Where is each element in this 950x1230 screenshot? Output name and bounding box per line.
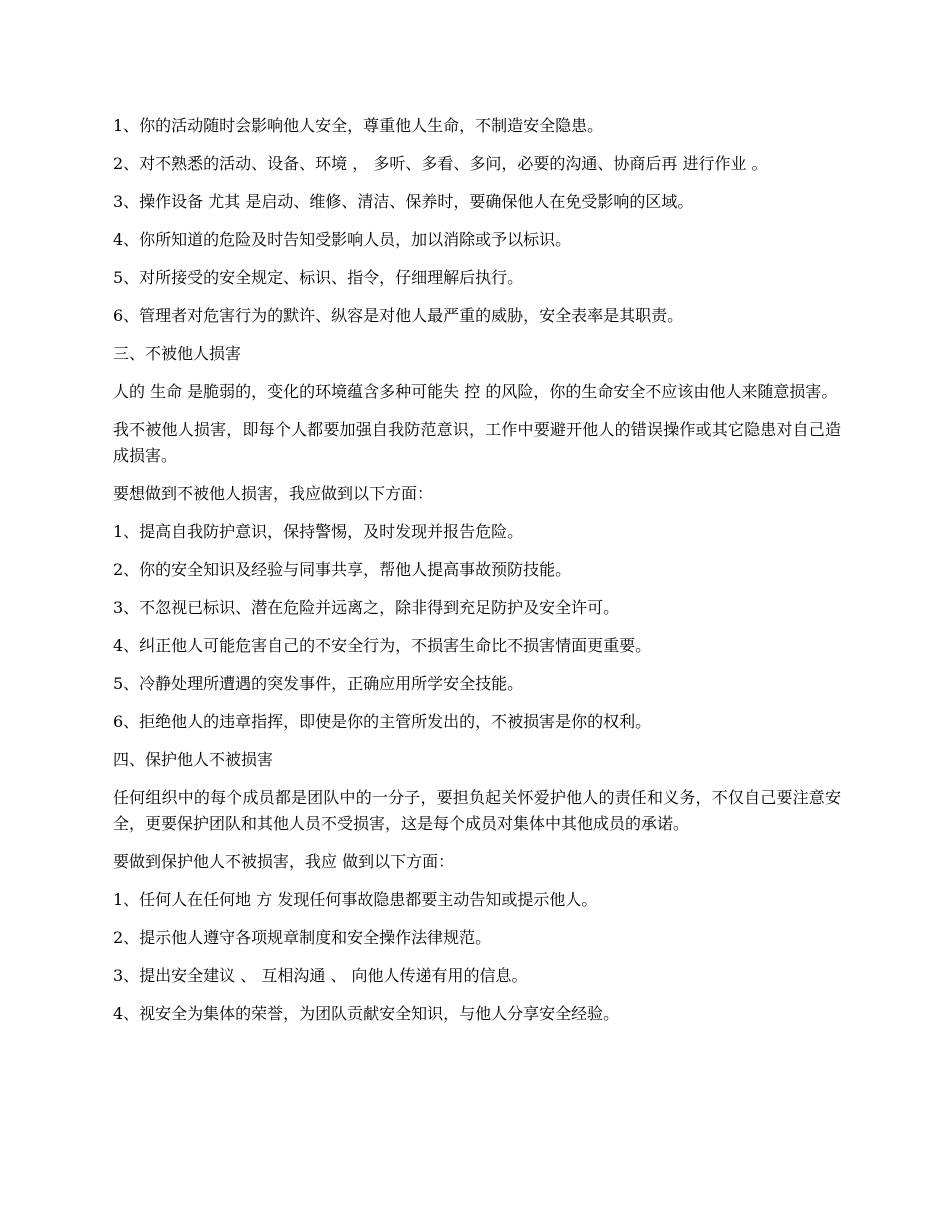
list-item: 4、你所知道的危险及时告知受影响人员，加以消除或予以标识。 — [113, 230, 572, 249]
paragraph: 要做到保护他人不被损害，我应 做到以下方面： — [113, 852, 455, 871]
list-item: 2、对不熟悉的活动、设备、环境 ， 多听、多看、多问，必要的沟通、协商后再 进行作业 。 — [113, 154, 768, 173]
list-item: 3、提出安全建议 、 互相沟通 、 向他人传递有用的信息。 — [113, 966, 528, 985]
paragraph: 我不被他人损害，即每个人都要加强自我防范意识，工作中要避开他人的错误操作或其它隐患对自己造成损害。 — [113, 420, 841, 465]
list-item: 3、不忽视已标识、潜在危险并远离之，除非得到充足防护及安全许可。 — [113, 598, 620, 617]
section-heading: 四、保护他人不被损害 — [113, 750, 274, 769]
list-item: 1、任何人在任何地 方 发现任何事故隐患都要主动告知或提示他人。 — [113, 890, 598, 909]
list-item: 3、操作设备 尤其 是启动、维修、清洁、保养时，要确保他人在免受影响的区域。 — [113, 192, 694, 211]
list-item: 1、提高自我防护意识，保持警惕，及时发现并报告危险。 — [113, 522, 524, 541]
list-item: 2、你的安全知识及经验与同事共享，帮他人提高事故预防技能。 — [113, 560, 572, 579]
list-item: 6、管理者对危害行为的默许、纵容是对他人最严重的威胁，安全表率是其职责。 — [113, 306, 684, 325]
paragraph: 要想做到不被他人损害，我应做到以下方面： — [113, 484, 434, 503]
list-item: 6、拒绝他人的违章指挥，即使是你的主管所发出的，不被损害是你的权利。 — [113, 712, 652, 731]
list-item: 1、你的活动随时会影响他人安全，尊重他人生命，不制造安全隐患。 — [113, 116, 604, 135]
list-item: 4、视安全为集体的荣誉，为团队贡献安全知识，与他人分享安全经验。 — [113, 1004, 620, 1023]
section-heading: 三、不被他人损害 — [113, 344, 242, 363]
list-item: 4、纠正他人可能危害自己的不安全行为，不损害生命比不损害情面更重要。 — [113, 636, 652, 655]
list-item: 5、对所接受的安全规定、标识、指令，仔细理解后执行。 — [113, 268, 524, 287]
list-item: 5、冷静处理所遭遇的突发事件，正确应用所学安全技能。 — [113, 674, 524, 693]
paragraph: 任何组织中的每个成员都是团队中的一分子，要担负起关怀爱护他人的责任和义务，不仅自己要注意安全，更要保护团队和其他人员不受损害，这是每个成员对集体中其他成员的承诺。 — [113, 788, 841, 833]
paragraph: 人的 生命 是脆弱的，变化的环境蕴含多种可能失 控 的风险，你的生命安全不应该由他人来随意损害。 — [113, 382, 838, 401]
document-body — [113, 113, 841, 1039]
list-item: 2、提示他人遵守各项规章制度和安全操作法律规范。 — [113, 928, 492, 947]
